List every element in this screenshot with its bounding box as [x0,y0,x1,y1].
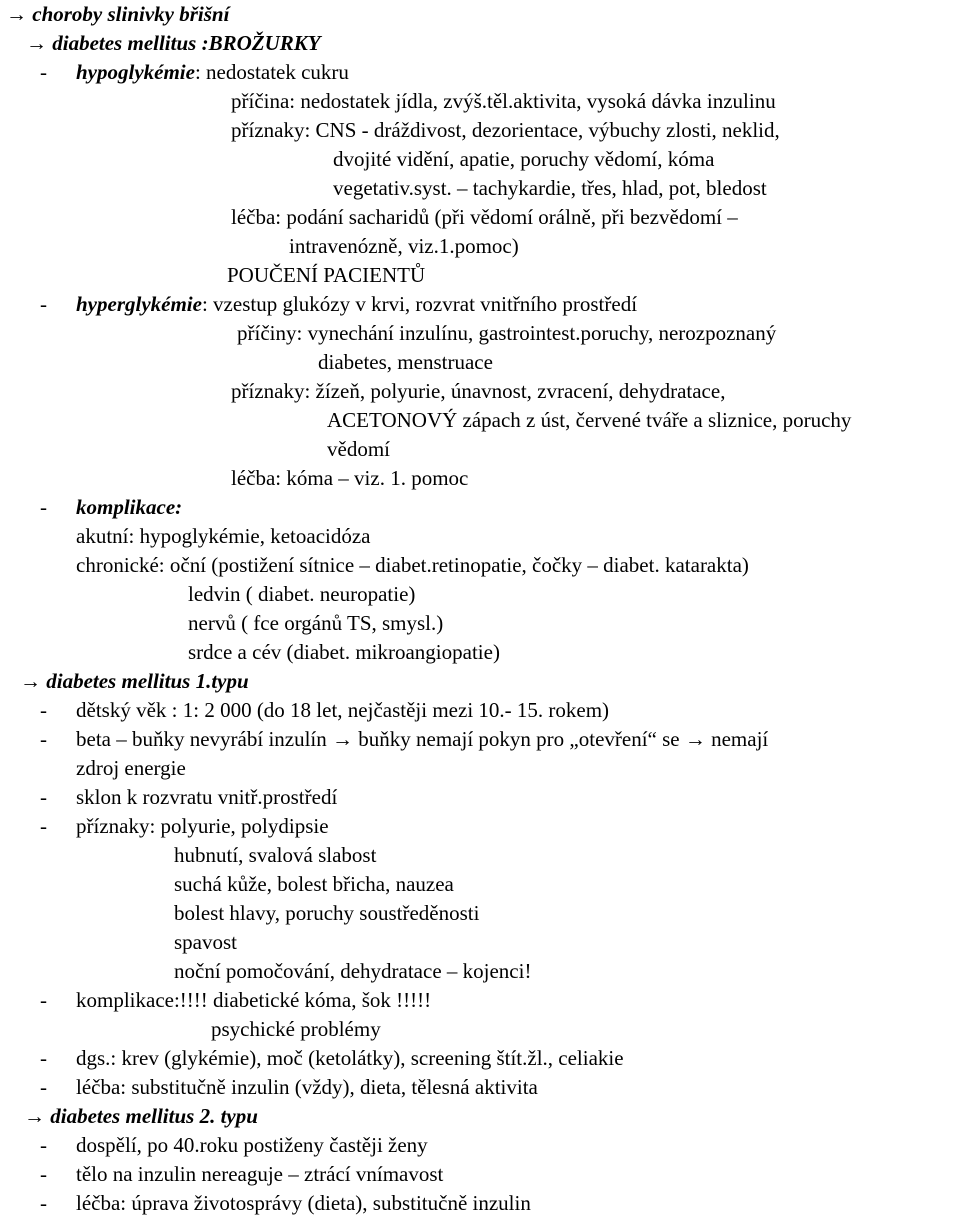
type1-item: noční pomočování, dehydratace – kojenci! [174,959,532,983]
hypoglycemia-text: : nedostatek cukru [194,60,349,84]
hypoglycemia-label: hypoglykémie [76,60,195,84]
complications-chronic-3: nervů ( fce orgánů TS, smysl.) [188,611,444,635]
type1-item: léčba: substitučně inzulin (vždy), dieta, tělesná aktivita [76,1075,538,1099]
hyperglycemia-text: : vzestup glukózy v krvi, rozvrat vnitřního prostředí [201,292,638,316]
hypo-cause: příčina: nedostatek jídla, zvýš.těl.aktivita, vysoká dávka inzulinu [231,89,776,113]
bullet-dash: - [40,727,47,751]
bullet-dash: - [40,698,47,722]
type1-item: psychické problémy [211,1017,381,1041]
complications-chronic-2: ledvin ( diabet. neuropatie) [188,582,416,606]
section-title-type2: → diabetes mellitus 2. typu [24,1104,258,1128]
bullet-dash: - [40,1191,47,1215]
bullet-dash: - [40,814,47,838]
hyper-symptoms-3: vědomí [327,437,390,461]
hypo-education: POUČENÍ PACIENTŮ [227,263,426,287]
hyper-causes-2: diabetes, menstruace [318,350,493,374]
section-title-diabetes: → diabetes mellitus :BROŽURKY [26,31,321,55]
complications-chronic-4: srdce a cév (diabet. mikroangiopatie) [188,640,500,664]
type1-item: dětský věk : 1: 2 000 (do 18 let, nejčastěji mezi 10.- 15. rokem) [76,698,610,722]
type1-item: komplikace:!!!! diabetické kóma, šok !!!!! [76,988,432,1012]
bullet-dash: - [40,495,47,519]
hypo-symptoms-1: příznaky: CNS - dráždivost, dezorientace, výbuchy zlosti, neklid, [231,118,780,142]
type2-item: léčba: úprava životosprávy (dieta), substitučně inzulin [76,1191,531,1215]
hyperglycemia-line [76,292,637,316]
type1-item: hubnutí, svalová slabost [174,843,377,867]
complications-chronic-1: chronické: oční (postižení sítnice – diabet.retinopatie, čočky – diabet. katarakta) [76,553,749,577]
type1-item: suchá kůže, bolest břicha, nauzea [174,872,454,896]
type1-item: sklon k rozvratu vnitř.prostředí [76,785,338,809]
bullet-dash: - [40,1133,47,1157]
type1-item: bolest hlavy, poruchy soustředěnosti [174,901,480,925]
complications-acute: akutní: hypoglykémie, ketoacidóza [76,524,371,548]
bullet-dash: - [40,988,47,1012]
hypo-treatment-1: léčba: podání sacharidů (při vědomí orálně, při bezvědomí – [231,205,738,229]
bullet-dash: - [40,1075,47,1099]
complications-label: komplikace: [76,495,183,519]
bullet-dash: - [40,785,47,809]
type1-item: dgs.: krev (glykémie), moč (ketolátky), screening štít.žl., celiakie [76,1046,624,1070]
hypo-symptoms-3: vegetativ.syst. – tachykardie, třes, hlad, pot, bledost [333,176,767,200]
bullet-dash: - [40,60,47,84]
hypoglycemia-line [76,60,349,84]
bullet-dash: - [40,1046,47,1070]
hyper-treatment: léčba: kóma – viz. 1. pomoc [231,466,469,490]
hyper-causes-1: příčiny: vynechání inzulínu, gastrointest.poruchy, nerozpoznaný [237,321,777,345]
hyper-symptoms-1: příznaky: žízeň, polyurie, únavnost, zvracení, dehydratace, [231,379,726,403]
type1-item: příznaky: polyurie, polydipsie [76,814,329,838]
bullet-dash: - [40,1162,47,1186]
type2-item: dospělí, po 40.roku postiženy častěji ženy [76,1133,428,1157]
hypo-treatment-2: intravenózně, viz.1.pomoc) [289,234,519,258]
bullet-dash: - [40,292,47,316]
type1-item: beta – buňky nevyrábí inzulín → buňky nemají pokyn pro „otevření“ se → nemají [76,727,769,751]
type1-item: spavost [174,930,237,954]
type2-item: tělo na inzulin nereaguje – ztrácí vnímavost [76,1162,444,1186]
section-title-pancreas: → choroby slinivky břišní [6,2,230,26]
hyper-symptoms-2: ACETONOVÝ zápach z úst, červené tváře a sliznice, poruchy [327,408,852,432]
hyperglycemia-label: hyperglykémie [76,292,202,316]
section-title-type1: → diabetes mellitus 1.typu [20,669,249,693]
type1-item: zdroj energie [76,756,186,780]
hypo-symptoms-2: dvojité vidění, apatie, poruchy vědomí, kóma [333,147,715,171]
